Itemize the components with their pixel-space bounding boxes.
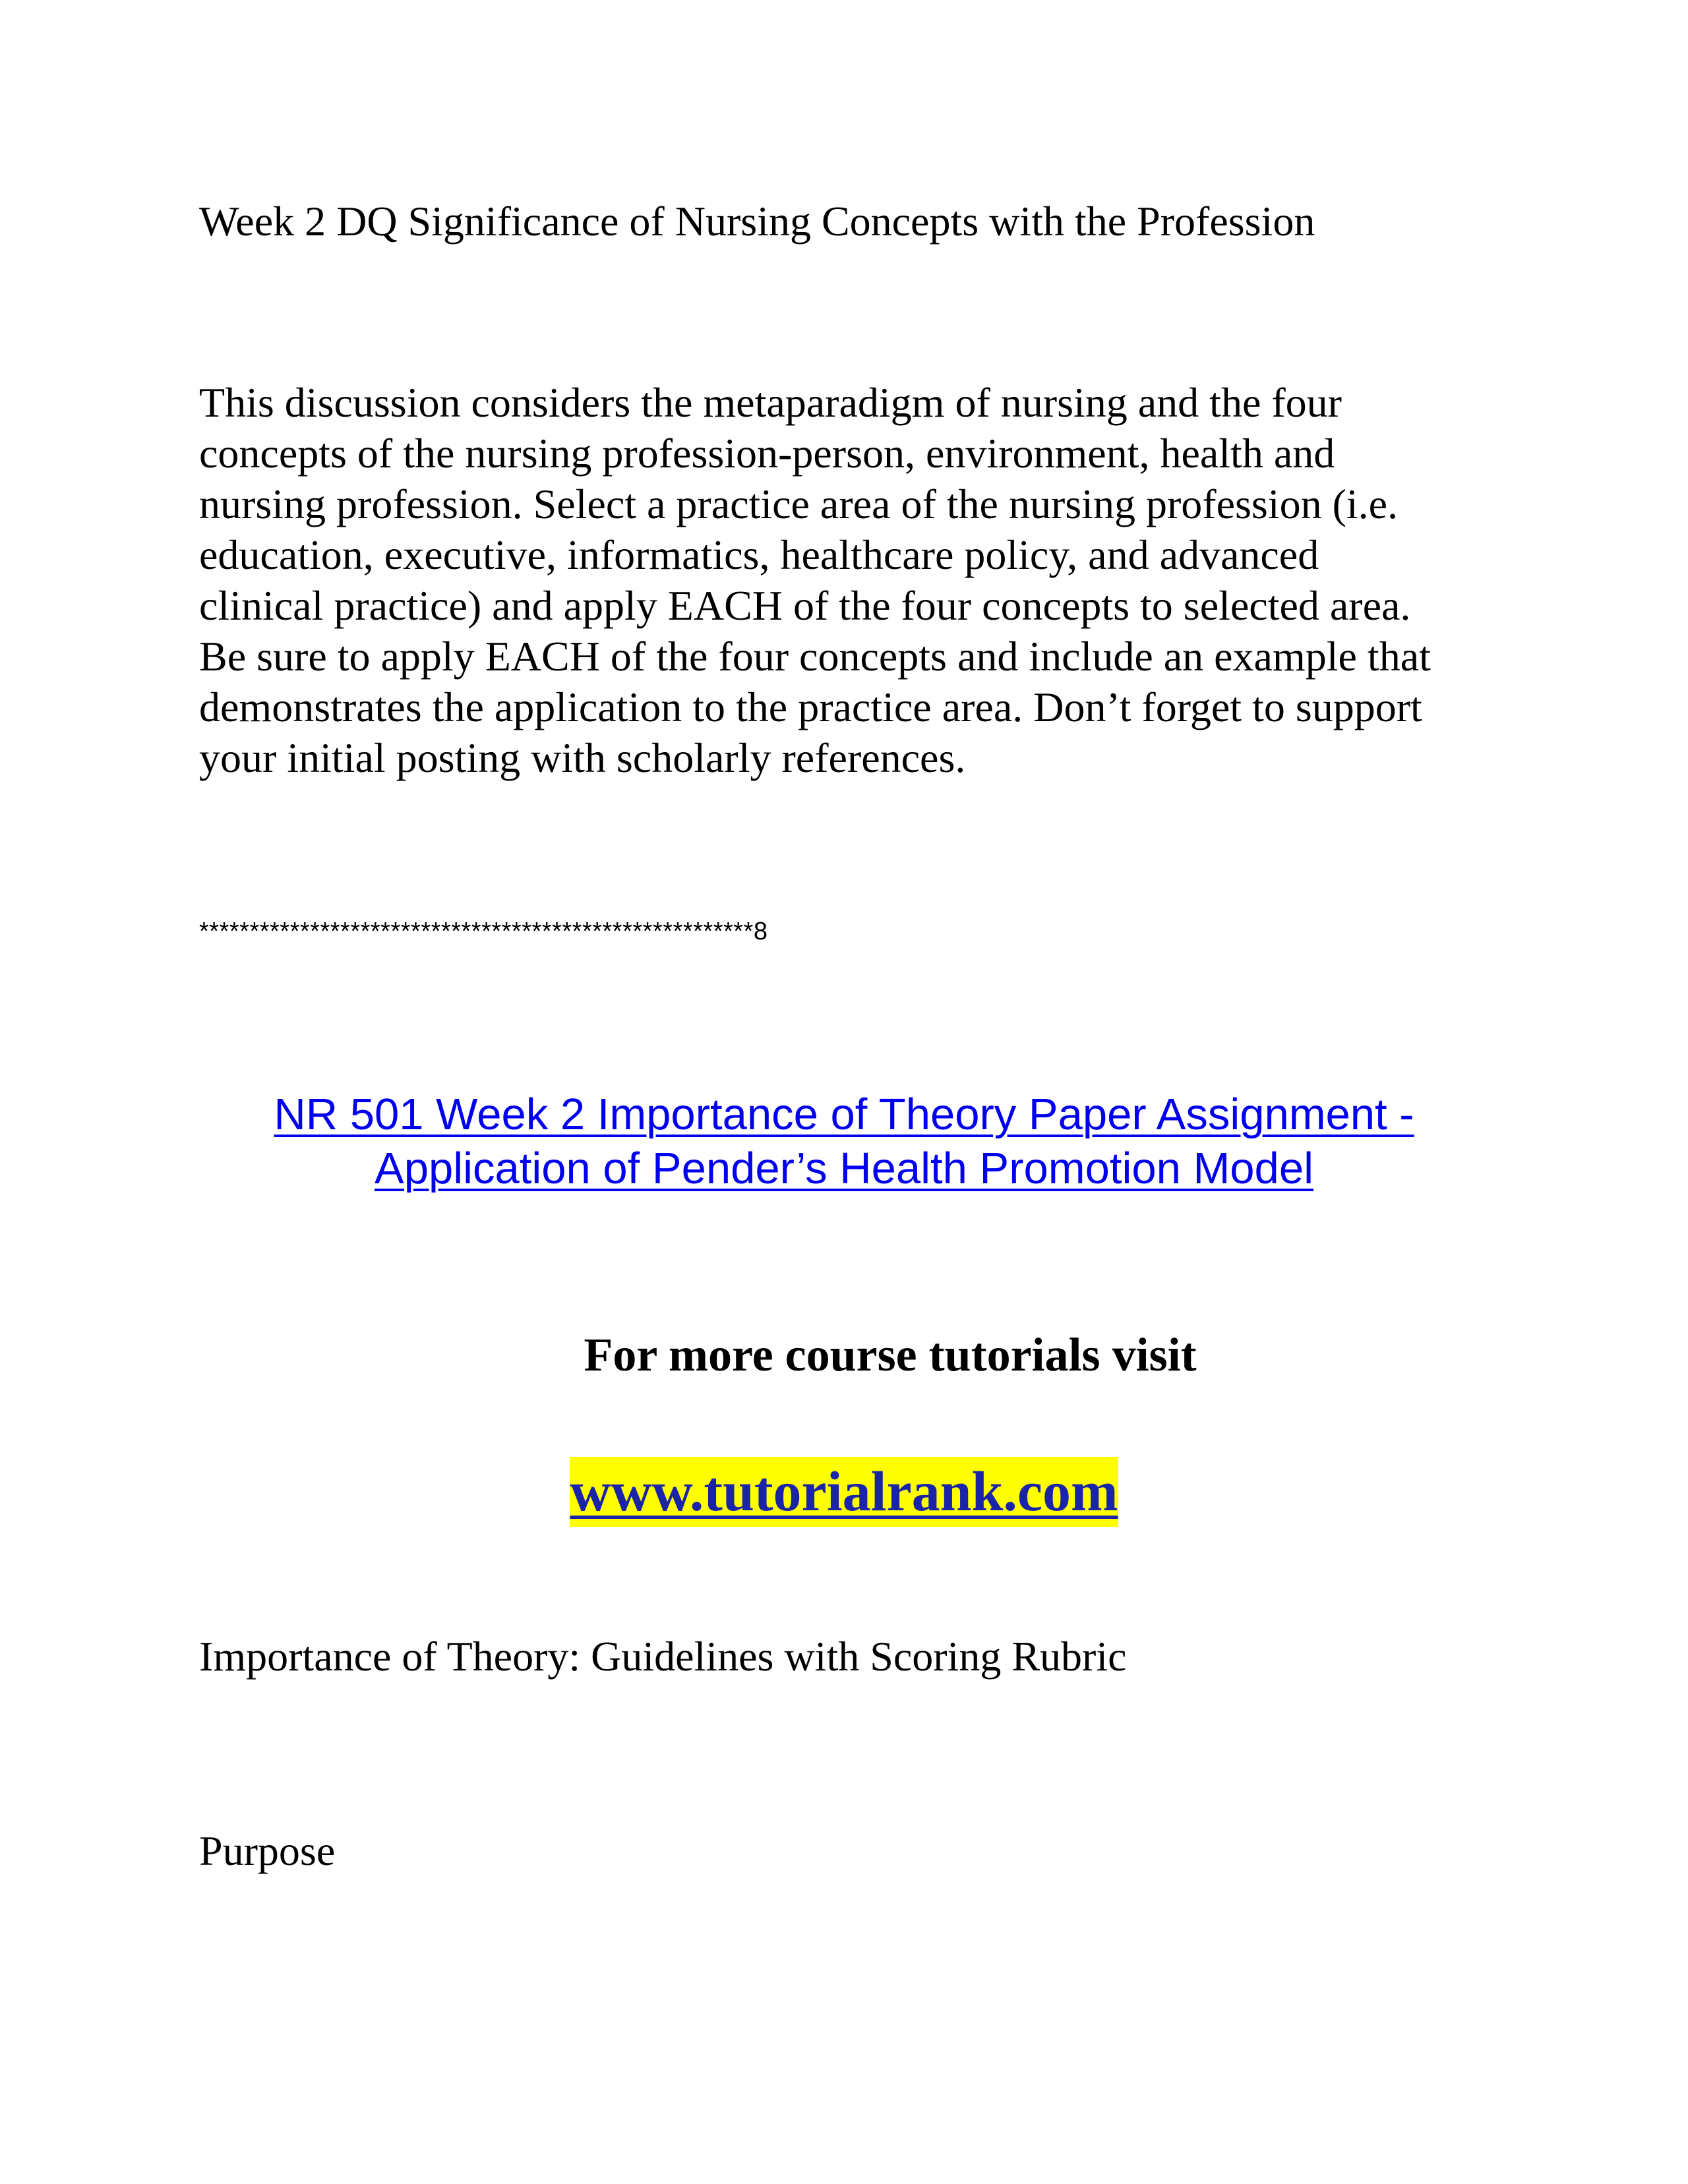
- discussion-line: Be sure to apply EACH of the four concepts and include an example that: [199, 633, 1431, 680]
- discussion-line: your initial posting with scholarly references.: [199, 734, 966, 781]
- more-tutorials-text: For more course tutorials visit: [584, 1328, 1197, 1381]
- paper-link-line[interactable]: Application of Pender’s Health Promotion Model: [375, 1144, 1313, 1193]
- site-link-wrap: [0, 1457, 1688, 1527]
- purpose-heading: Purpose: [199, 1827, 336, 1874]
- paper-assignment-link[interactable]: [0, 1088, 1688, 1196]
- discussion-line: nursing profession. Select a practice area of the nursing profession (i.e.: [199, 481, 1399, 527]
- discussion-paragraph: [199, 377, 1518, 783]
- paper-link-block: [0, 1088, 1688, 1196]
- theory-guidelines-title: Importance of Theory: Guidelines with Scoring Rubric: [199, 1633, 1127, 1680]
- asterisk-separator: *******************************************************8: [199, 918, 768, 945]
- discussion-line: This discussion considers the metaparadigm of nursing and the four: [199, 379, 1342, 426]
- paper-link-line[interactable]: NR 501 Week 2 Importance of Theory Paper Assignment -: [274, 1090, 1414, 1139]
- discussion-line: concepts of the nursing profession-person, environment, health and: [199, 430, 1335, 477]
- week-title: Week 2 DQ Significance of Nursing Concepts with the Profession: [199, 198, 1315, 245]
- discussion-line: demonstrates the application to the practice area. Don’t forget to support: [199, 684, 1422, 730]
- discussion-line: education, executive, informatics, healthcare policy, and advanced: [199, 531, 1319, 578]
- discussion-line: clinical practice) and apply EACH of the four concepts to selected area.: [199, 582, 1411, 629]
- tutorialrank-link[interactable]: www.tutorialrank.com: [570, 1457, 1118, 1527]
